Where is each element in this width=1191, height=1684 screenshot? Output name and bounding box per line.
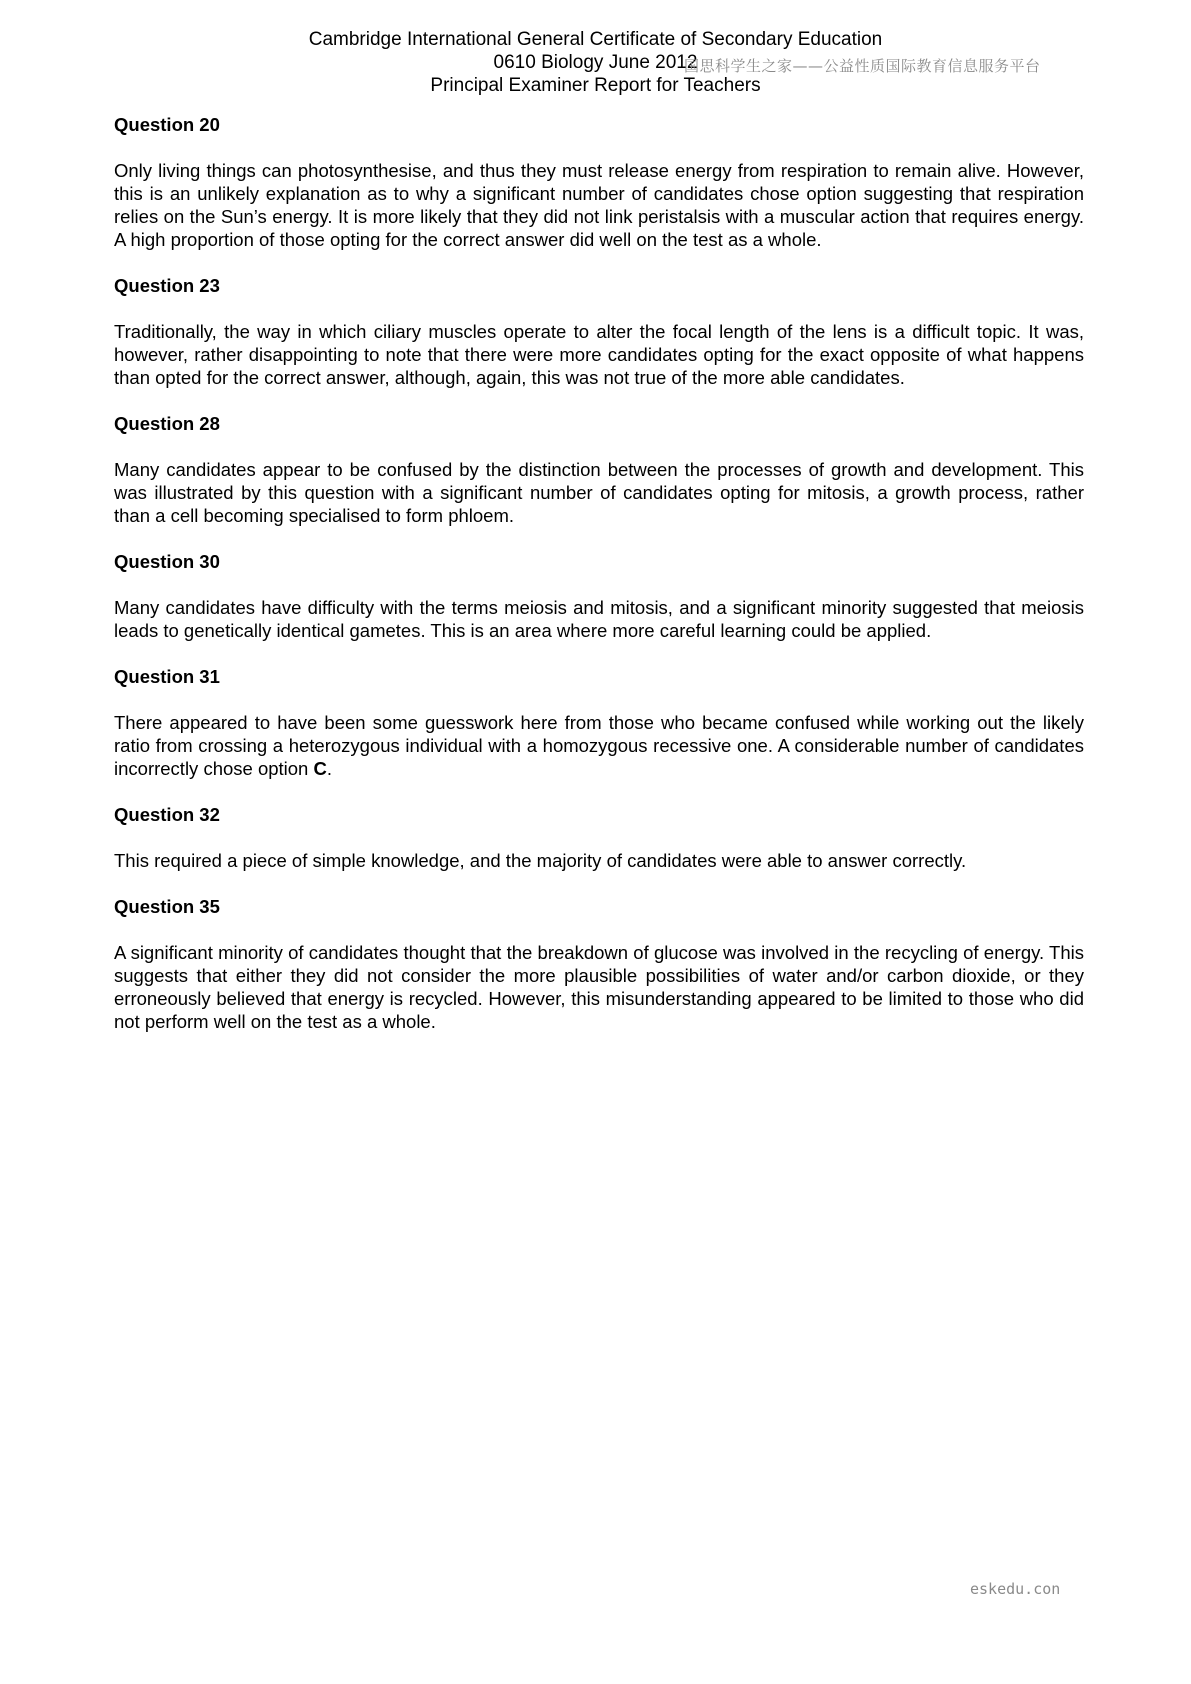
question-28 [114,412,1084,527]
question-text: Only living things can photosynthesise, and thus they must release energy from respiration to remain alive. However, this is an unlikely explanation as to why a significant number of candidates chose option suggesting that respiration relies on the Sun’s energy. It is more likely that they did not link peristalsis with a muscular action that requires energy. A high proportion of those opting for the correct answer did well on the test as a whole. [114,160,1084,250]
watermark-top: 国思科学生之家——公益性质国际教育信息服务平台 [684,57,1041,75]
question-heading: Question 20 [114,114,220,135]
question-text: Many candidates appear to be confused by the distinction between the processes of growth and development. This was illustrated by this question with a significant number of candidates opting for mitosis, a growth process, rather than a cell becoming specialised to form phloem. [114,459,1084,526]
question-32 [114,803,1084,872]
question-text: This required a piece of simple knowledge, and the majority of candidates were able to answer correctly. [114,850,967,871]
watermark-bottom: eskedu.con [970,1580,1061,1598]
question-text [114,711,1084,780]
question-heading: Question 28 [114,413,220,434]
question-text-main: There appeared to have been some guesswork here from those who became confused while working out the likely ratio from crossing a heterozygous individual with a homozygous recessive one. A considerable number of candidates incorrectly chose option [114,712,1084,779]
question-23 [114,274,1084,389]
report-body [114,113,1084,1056]
question-heading: Question 32 [114,804,220,825]
question-text: A significant minority of candidates thought that the breakdown of glucose was involved in the recycling of energy. This suggests that either they did not consider the more plausible possibilities of water and/or carbon dioxide, or they erroneously believed that energy is recycled. However, this misunderstanding appeared to be limited to those who did not perform well on the test as a whole. [114,942,1084,1032]
option-letter: C [313,758,327,779]
header-title: Cambridge International General Certificate of Secondary Education [308,29,883,50]
header-subject: 0610 Biology June 2012 [493,52,698,73]
question-heading: Question 30 [114,551,220,572]
question-heading: Question 23 [114,275,220,296]
question-30 [114,550,1084,642]
question-text-end: . [326,758,333,779]
question-heading: Question 35 [114,896,220,917]
question-31 [114,665,1084,780]
question-text: Many candidates have difficulty with the terms meiosis and mitosis, and a significant minority suggested that meiosis leads to genetically identical gametes. This is an area where more careful learning could be applied. [114,597,1084,641]
header-report-type: Principal Examiner Report for Teachers [430,75,761,96]
question-text: Traditionally, the way in which ciliary muscles operate to alter the focal length of the lens is a difficult topic. It was, however, rather disappointing to note that there were more candidates opting for the exact opposite of what happens than opted for the correct answer, although, again, this was not true of the more able candidates. [114,321,1084,388]
question-35 [114,895,1084,1033]
question-20 [114,113,1084,251]
question-heading: Question 31 [114,666,220,687]
